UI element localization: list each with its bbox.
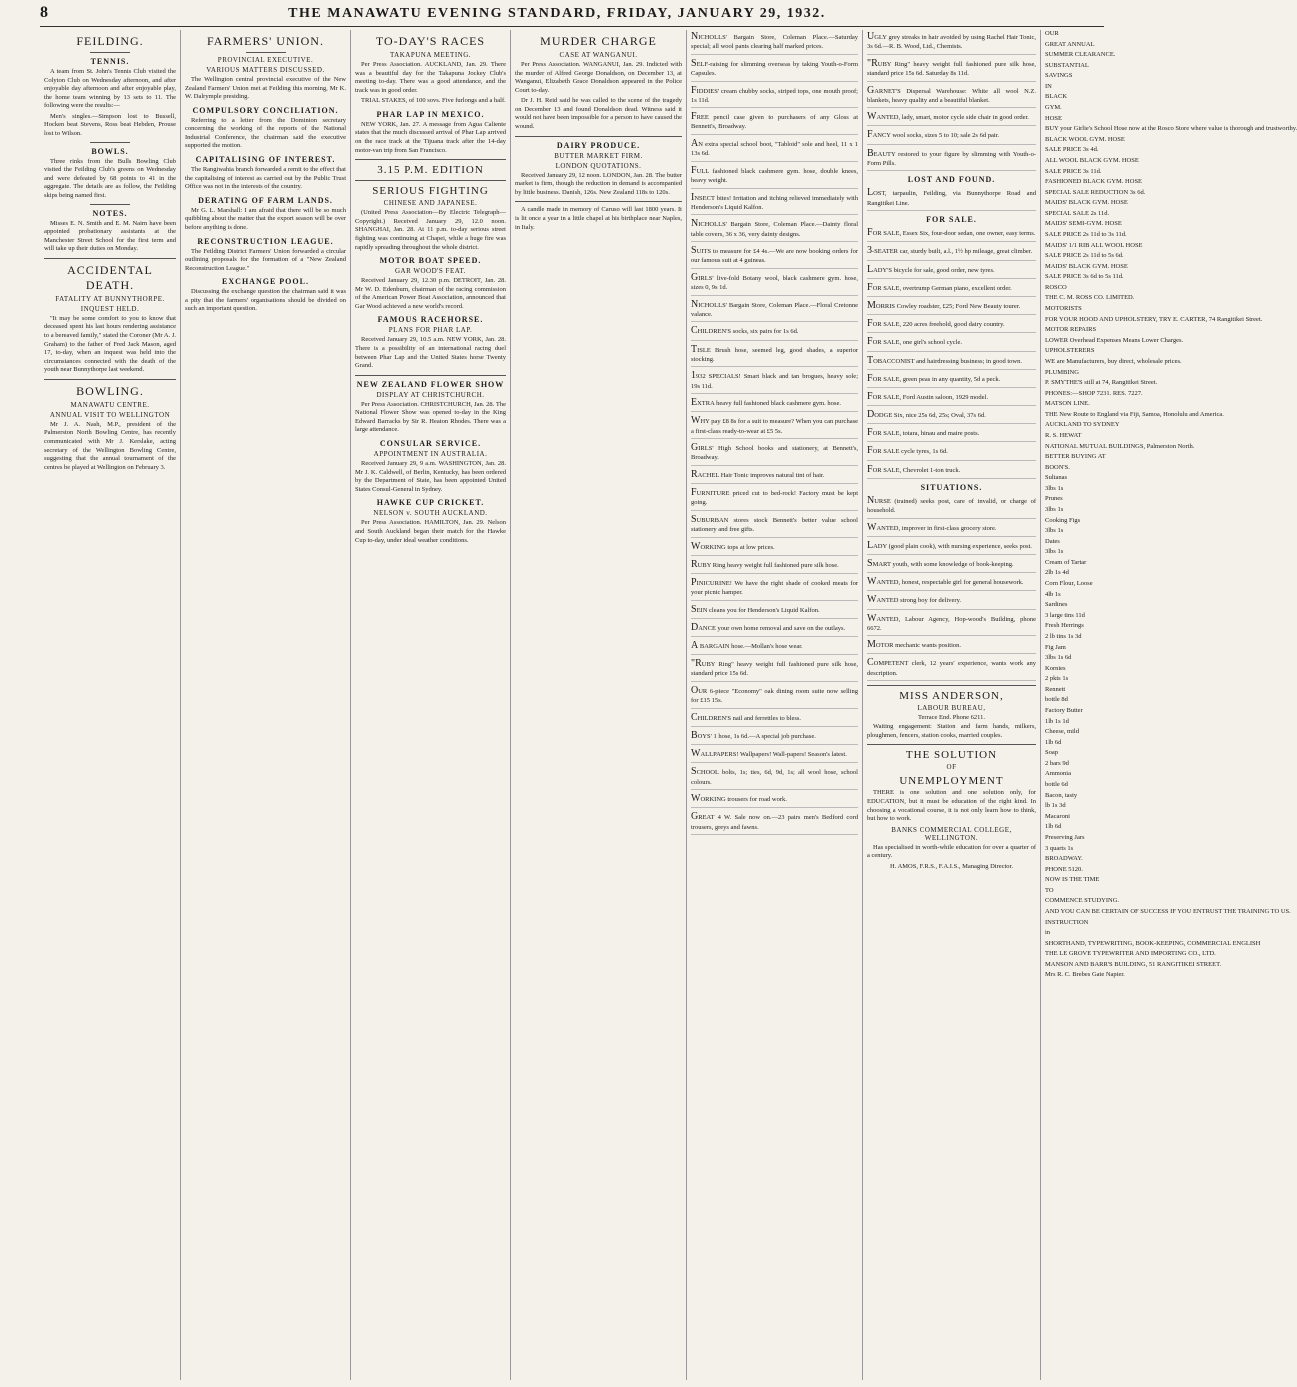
sale-item-name: FASHIONED BLACK GYM. HOSE xyxy=(1045,178,1143,186)
sale-item-name: MAIDS' BLACK GYM. HOSE xyxy=(1045,262,1128,270)
grocery-item: Macaroni xyxy=(1045,812,1070,820)
divider xyxy=(355,375,506,376)
sale-headline: OUR xyxy=(1045,30,1059,37)
reconstruction-article: The Feilding District Farmers' Union forwarded a circular outlining proposals for the formation of a "New Zealand Reconstruction League." xyxy=(185,247,346,272)
consular-article: Received January 29, 9 a.m. WASHINGTON, Jan. 28. Mr J. K. Caldwell, of Berlin, Kentucky, has been ordered by the Department of State, has been appointed United States Consul-General in Sydney. xyxy=(355,460,506,493)
motorboat-headline: MOTOR BOAT SPEED. xyxy=(379,256,482,266)
instruction-label: INSTRUCTION xyxy=(1045,918,1089,926)
divider xyxy=(867,685,1036,686)
flower-subhead: DISPLAY AT CHRISTCHURCH. xyxy=(376,390,485,399)
divider xyxy=(44,379,176,380)
bowls-headline: BOWLS. xyxy=(91,146,129,156)
sale-intro: BUY your Girlie's School Hose now at the Rosco Store where value is thorough and trustworthy. xyxy=(1045,125,1297,133)
classified-ad: BOYS' 1 hose, 1s 6d.—A special job purchase. xyxy=(691,729,858,745)
races-article: Per Press Association. AUCKLAND, Jan. 29. There was a beautiful day for the Takapuna Jockey Club's meeting to-day. There was a good attendance, and the track was in good order. xyxy=(355,61,506,94)
grocery-item: Factory Butter xyxy=(1045,707,1083,714)
classified-ad: RUBY Ring heavy weight full fashioned pure silk hose. xyxy=(691,558,858,574)
notes-headline: NOTES. xyxy=(92,208,128,218)
grocery-item: Bacon, tasty xyxy=(1045,791,1078,799)
classified-ad: CHILDREN'S socks, six pairs for 1s 6d. xyxy=(691,324,858,340)
classified-ad: WORKING trousers for road work. xyxy=(691,792,858,808)
sale-item-name: ALL WOOL BLACK GYM. HOSE xyxy=(1045,156,1139,164)
column-2 xyxy=(180,30,350,1380)
divider xyxy=(90,204,130,205)
classified-ad: WORKING tops at low prices. xyxy=(691,540,858,556)
plumbing-headline: PLUMBING xyxy=(1045,368,1079,376)
divider xyxy=(246,52,286,53)
classified-ad: A BARGAIN hose.—Mollan's hose wear. xyxy=(691,639,858,655)
classified-ad: FOR SALE, 220 acres freehold, good dairy country. xyxy=(867,317,1036,333)
exec-article: The Wellington central provincial executive of the New Zealand Farmers' Union met at Feilding this morning, Mr K. W. Dalrymple presiding. xyxy=(185,76,346,101)
hawke-headline: HAWKE CUP CRICKET. xyxy=(376,498,485,508)
matson-route: AUCKLAND TO SYDNEY xyxy=(1045,421,1120,429)
conciliation-article: Referring to a letter from the Dominion secretary concerning the working of the reports of the National Industrial Conference, the chairman said the executive supported the motion. xyxy=(185,116,346,150)
masthead-rule xyxy=(40,26,1104,27)
grocery-price: 1lb 6d xyxy=(1045,738,1062,746)
classified-ad: WANTED, improver in first-class grocery store. xyxy=(867,521,1036,537)
solution-headline: THE SOLUTION xyxy=(905,749,998,762)
plumbing-text: P. SMYTHE'S still at 74, Rangitikei Street. xyxy=(1045,379,1158,387)
page-number: 8 xyxy=(40,4,48,21)
motorboat-subhead: GAR WOOD'S FEAT. xyxy=(394,267,467,276)
fighting-article: (United Press Association—By Electric Telegraph—Copyright.) Received January 29, 12.0 noon. SHANGHAI, Jan. 28. At 11 p.m. to-day serious street fighting was continuing at Chapei, while a huge fire was rapidly spreading throughout the whole district. xyxy=(355,209,506,251)
grocery-price: lb 1s 3d xyxy=(1045,802,1066,810)
grocery-item: Dates xyxy=(1045,537,1060,545)
classified-ad: GARNET'S Dispersal Warehouse: White all wool N.Z. blankets, heavy quality and a beautiful blanket. xyxy=(867,84,1036,109)
matson-address: NATIONAL MUTUAL BUILDINGS, Palmerston North. xyxy=(1045,442,1195,450)
classified-ad: FOR SALE, totara, hinau and maire posts. xyxy=(867,426,1036,442)
conciliation-headline: COMPULSORY CONCILIATION. xyxy=(192,105,339,115)
grocery-item: Fresh Herrings xyxy=(1045,622,1084,630)
capitalising-headline: CAPITALISING OF INTEREST. xyxy=(195,155,336,165)
matson-agent: R. S. HEWAT xyxy=(1045,431,1082,439)
racehorse-article: Received January 29, 10.5 a.m. NEW YORK, Jan. 28. There is a possibility of an international racing duel between Phar Lap and the United States horse Twenty Grand. xyxy=(355,336,506,370)
grocery-price: 3lbs 1s xyxy=(1045,506,1064,514)
classified-ad: GREAT 4 W. Sale now on.—23 pairs men's Bedford cord trousers, greys and fawns. xyxy=(691,810,858,835)
classified-ad: FOR SALE, green peas in any quantity, 5d a peck. xyxy=(867,372,1036,388)
classified-ad: UGLY grey streaks in hair avoided by using Rachel Hair Tonic, 3s 6d.—R. B. Wood, Ltd., Chemists. xyxy=(867,30,1036,55)
derating-article: Mr G. L. Marshall: I am afraid that there will be so much quibbling about the matter that the export season will be over before anything is done. xyxy=(185,206,346,231)
classified-ad: WALLPAPERS! Wallpapers! Wall-papers! Season's latest. xyxy=(691,747,858,763)
buying-headline-2: BOON'S. xyxy=(1045,463,1070,471)
grocery-price: 3lbs 1s xyxy=(1045,548,1064,556)
classified-ad: RACHEL Hair Tonic improves natural tint of hair. xyxy=(691,468,858,484)
grocery-item: Sultanas xyxy=(1045,474,1068,482)
classified-ad: EXTRA heavy full fashioned black cashmere gym. hose. xyxy=(691,396,858,412)
classified-ad: FANCY wool socks, sizes 5 to 10; sale 2s 6d pair. xyxy=(867,128,1036,144)
study-subhead-2: COMMENCE STUDYING. xyxy=(1045,897,1120,905)
classified-ad: 1932 SPECIALS! Smart black and tan brogues, heavy sole; 19s 11d. xyxy=(691,369,858,394)
buying-headline: BETTER BUYING AT xyxy=(1045,453,1106,461)
grocery-item: Cooking Figs xyxy=(1045,516,1081,524)
classified-ad: FREE pencil case given to purchasers of any Gloss at Bennett's, Broadway. xyxy=(691,110,858,135)
for-sale-headline: FOR SALE. xyxy=(926,215,977,225)
murder-article-2: Dr J. H. Reid said he was called to the scene of the tragedy on December 13 and found Donaldson dead. Witness said it would not have been impossible for a person to have caused the wound. xyxy=(515,97,682,131)
sale-item-name: MAIDS' 1/1 RIB ALL WOOL HOSE xyxy=(1045,241,1143,249)
grove-signature: Mrs R. C. Brebes Gate Napier. xyxy=(1045,971,1125,979)
brand-name: ROSCO xyxy=(1045,283,1067,291)
racehorse-subhead: PLANS FOR PHAR LAP. xyxy=(388,326,473,335)
divider xyxy=(515,136,682,137)
dairy-article: Received January 29, 12 noon. LONDON, Jan. 28. The butter market is firm, though the reduction in demand is accompanied by little business. Danish, 126s. New Zealand 118s to 120s. xyxy=(515,171,682,196)
solution-subhead: UNEMPLOYMENT xyxy=(899,775,1004,788)
classified-ad: AN extra special school boot, "Tabloid" sole and heel, 11 x 1 13s 6d. xyxy=(691,137,858,162)
dairy-subhead: BUTTER MARKET FIRM. xyxy=(554,151,643,160)
classified-ad: NICHOLLS' Bargain Store, Coleman Place.—Saturday special; all wool pants clearing half marked prices. xyxy=(691,30,858,55)
upholsterers-headline: UPHOLSTERERS xyxy=(1045,347,1095,355)
sale-big-text: GYM. xyxy=(1045,104,1062,112)
solution-of: OF xyxy=(946,763,957,772)
classified-ad: FOR SALE, one girl's school cycle. xyxy=(867,335,1036,351)
masthead xyxy=(0,0,1114,26)
classified-ad: LADY'S bicycle for sale, good order, new tyres. xyxy=(867,263,1036,279)
grocery-item: Fig Jam xyxy=(1045,643,1066,651)
bowling-subhead-2: ANNUAL VISIT TO WELLINGTON xyxy=(49,410,171,419)
study-headline: NOW IS THE TIME xyxy=(1045,876,1100,884)
sale-item-name: BLACK WOOL GYM. HOSE xyxy=(1045,135,1125,143)
classified-ad: "RUBY Ring" heavy weight full fashioned pure silk hose, standard price 15s 6d. Saturday 8s 11d. xyxy=(867,57,1036,82)
classified-ad: NICHOLLS' Bargain Store, Coleman Place.—Dainty floral table covers, 36 x 36, very dainty designs. xyxy=(691,217,858,242)
grocery-price: 3lbs 1s 6d xyxy=(1045,654,1072,662)
bowling-subhead: MANAWATU CENTRE. xyxy=(70,400,150,409)
races-result: TRIAL STAKES, of 100 sovs. Five furlongs and a half. xyxy=(361,97,506,105)
grove-address: MANSON AND BARR'S BUILDING, 51 RANGITIKEI STREET. xyxy=(1045,960,1222,968)
pharlap-headline: PHAR LAP IN MEXICO. xyxy=(376,109,485,119)
pharlap-article: NEW YORK, Jan. 27. A message from Agua Caliente states that the much discussed arrival of Phar Lap arrived on the race track at the Tijuana track after the 14-day motor-van trip from San Francisco. xyxy=(355,120,506,154)
divider xyxy=(355,180,506,181)
fighting-headline: SERIOUS FIGHTING xyxy=(372,185,489,198)
classified-ad: SCHOOL bolts, 1s; ties, 6d, 9d, 1s; all wool hose, school colours. xyxy=(691,765,858,790)
accident-article: "It may be some comfort to you to know that deceased spent his last hours rendering assistance to a bereaved family," stated the Coroner (Mr A. J. Graham) to the father of Fred Jack Mason, aged 17, to-day, when an inquest was held into the circumstances connected with the death of the youth near Bunnythorpe last weekend. xyxy=(44,314,176,374)
college-signature: H. AMOS, F.R.S., F.A.I.S., Managing Director. xyxy=(889,862,1013,870)
classified-ad: WANTED, honest, respectable girl for general housework. xyxy=(867,575,1036,591)
classified-ad: FOR SALE, Chevrolet 1-ton truck. xyxy=(867,463,1036,479)
grocery-item: Preserving Jars xyxy=(1045,833,1085,841)
races-subhead: TAKAPUNA MEETING. xyxy=(389,51,472,59)
instruction-in: in xyxy=(1045,929,1051,937)
divider xyxy=(44,258,176,259)
grocery-price: 1lb 6d xyxy=(1045,823,1062,831)
lost-found-headline: LOST AND FOUND. xyxy=(907,175,996,185)
grocery-price: 1lb 1s 1d xyxy=(1045,717,1069,725)
classified-ad: MORRIS Cowley roadster, £25; Ford New Beauty tourer. xyxy=(867,299,1036,315)
capitalising-article: The Rangiwahia branch forwarded a remit to the effect that the capitalising of interest as carried out by the Public Trust Office was not in the interests of the country. xyxy=(185,166,346,191)
grocery-item: Kornies xyxy=(1045,664,1066,672)
classified-ad: SUITS to measure for £4 4s.—We are now booking orders for our famous suit at 4 guineas. xyxy=(691,244,858,269)
classified-ad: BEAUTY restored to your figure by slimming with Youth-o-Form Pills. xyxy=(867,147,1036,172)
flower-headline: NEW ZEALAND FLOWER SHOW xyxy=(356,379,505,389)
candle-article: A candle made in memory of Caruso will last 1800 years. It is lit once a year in a little chapel at his birthplace near Naples, in Italy. xyxy=(515,206,682,231)
classified-ad: WHY pay £8 8s for a suit to measure? When you can purchase a first-class ready-to-wear at £5 5s. xyxy=(691,414,858,439)
grocery-item: Sardines xyxy=(1045,601,1068,609)
grocery-item: Soap xyxy=(1045,749,1058,757)
boons-phone: PHONE 5120. xyxy=(1045,865,1083,873)
classified-ad: FIDDIES' cream chubby socks, striped tops, one mouth proof; 1s 11d. xyxy=(691,84,858,109)
column-5 xyxy=(686,30,862,1380)
column-1 xyxy=(40,30,180,1380)
sale-item-price: SALE PRICE 2s 11d to 3s 11d. xyxy=(1045,230,1127,238)
dairy-subhead-2: LONDON QUOTATIONS. xyxy=(555,161,642,170)
matson-text: THE New Route to England via Fiji, Samoa, Honolulu and America. xyxy=(1045,410,1224,418)
grocery-price: 3 quarts 1s xyxy=(1045,844,1074,852)
grocery-price: 4lb 1s xyxy=(1045,590,1061,598)
classified-ad: FURNITURE priced cut to bed-rock! Factory must be kept going. xyxy=(691,486,858,511)
boons-address: BROADWAY. xyxy=(1045,855,1083,863)
classified-ad: SEIN cleans you for Henderson's Liquid Kalfon. xyxy=(691,603,858,619)
exec-headline: PROVINCIAL EXECUTIVE. xyxy=(217,56,314,64)
situations-headline: SITUATIONS. xyxy=(920,482,983,492)
college-headline: BANKS COMMERCIAL COLLEGE, WELLINGTON. xyxy=(891,825,1012,842)
murder-subhead: CASE AT WANGANUI. xyxy=(559,51,638,59)
bowling-headline: BOWLING. xyxy=(76,383,144,398)
sale-item-name: MAIDS' SEMI-GYM. HOSE xyxy=(1045,220,1122,228)
classified-ad: 3-SEATER car, sturdy built, a.l., 1½ hp mileage, great climber. xyxy=(867,244,1036,260)
murder-article: Per Press Association. WANGANUI, Jan. 29. Indicted with the murder of Alfred George Donaldson, on December 13, at Wanganui, Elizabeth Grace Donaldson appeared in the Police Court to-day. xyxy=(515,61,682,94)
sale-item-price: SPECIAL SALE 2s 11d. xyxy=(1045,209,1110,217)
classified-ad: TISLE Brush hose, seemed leg, good shades, a superior stocking. xyxy=(691,343,858,368)
murder-headline: MURDER CHARGE xyxy=(540,34,657,48)
classified-ad: "RUBY Ring" heavy weight full fashioned pure silk hose, standard price 15s 6d. xyxy=(691,657,858,682)
sale-item-price: SALE PRICE 3s 11d. xyxy=(1045,167,1102,175)
grocery-item: Ammonia xyxy=(1045,770,1071,778)
masthead-title: THE MANAWATU EVENING STANDARD, FRIDAY, JANUARY 29, 1932. xyxy=(288,6,826,21)
motorists-headline: MOTORISTS xyxy=(1045,305,1082,313)
classified-ad: MOTOR mechanic wants position. xyxy=(867,638,1036,654)
sale-headline: SUMMER CLEARANCE. xyxy=(1045,51,1116,59)
classified-ad: FOR SALE, Ford Austin saloon, 1929 model. xyxy=(867,390,1036,406)
hawke-subhead: NELSON v. SOUTH AUCKLAND. xyxy=(373,509,488,518)
grocery-price: 3lbs 1s xyxy=(1045,527,1064,535)
sale-big-text: IN xyxy=(1045,82,1052,90)
classified-ad: DODGE Six, nice 25s 6d, 25s; Oval, 37s 6d. xyxy=(867,408,1036,424)
grocery-item: Cheese, mild xyxy=(1045,728,1079,736)
racehorse-headline: FAMOUS RACEHORSE. xyxy=(377,315,484,325)
classified-ad: COMPETENT clerk, 12 years' experience, wants work any description. xyxy=(867,656,1036,681)
classified-ad: CHILDREN'S nail and ferrettles to bless. xyxy=(691,711,858,727)
brand-subtitle: THE C. M. ROSS CO. LIMITED. xyxy=(1045,294,1135,302)
grocery-price: 2lb 1s 4d xyxy=(1045,569,1069,577)
classified-ad: FOR SALE cycle tyres, 1s 6d. xyxy=(867,444,1036,460)
instruction-list: SHORTHAND, TYPEWRITING, BOOK-KEEPING, COMMERCIAL ENGLISH xyxy=(1045,939,1261,947)
grocery-item: Cream of Tartar xyxy=(1045,558,1087,566)
divider xyxy=(515,201,682,202)
sale-big-text: SAVINGS xyxy=(1045,72,1073,80)
column-6 xyxy=(862,30,1040,1380)
plumbing-phone: PHONES:—SHOP 7231. RES. 7227. xyxy=(1045,389,1143,397)
edition-headline: 3.15 P.M. EDITION xyxy=(377,164,484,177)
classified-ad: FULL fashioned black cashmere gym. hose, double knees, heavy weight. xyxy=(691,164,858,189)
divider xyxy=(90,142,130,143)
accident-subhead: FATALITY AT BUNNYTHORPE. xyxy=(55,294,165,303)
motorists-text: FOR YOUR HOOD AND UPHOLSTERY, TRY E. CARTER, 74 Rangitikei Street. xyxy=(1045,315,1263,323)
consular-headline: CONSULAR SERVICE. xyxy=(379,439,482,449)
sale-headline: GREAT ANNUAL xyxy=(1045,40,1095,48)
feilding-headline: FEILDING. xyxy=(76,34,144,48)
races-headline: TO-DAY'S RACES xyxy=(375,34,486,48)
grocery-item: Corn Flour, Loose xyxy=(1045,580,1093,588)
column-7 xyxy=(1040,30,1297,1380)
classified-ad: NURSE (trained) seeks post, care of invalid, or charge of household. xyxy=(867,494,1036,519)
classified-ad: WANTED strong boy for delivery. xyxy=(867,593,1036,609)
sale-item-name: MAIDS' BLACK GYM. HOSE xyxy=(1045,199,1128,207)
study-subhead: TO xyxy=(1045,886,1054,894)
repairs-headline: MOTOR REPAIRS xyxy=(1045,326,1097,334)
divider xyxy=(867,744,1036,745)
classified-ad: DANCE your own home removal and save on the outlays. xyxy=(691,621,858,637)
classified-ad: LOST, tarpaulin, Feilding, via Bunnythorpe Road and Rangitikei Line. xyxy=(867,186,1036,211)
solution-text: THERE is one solution and one solution only, for EDUCATION, but it must be education of the right kind. In choosing a vocational course, it is not only learn how to think, but how to work. xyxy=(867,789,1036,823)
grocery-price: 2 lb tins 1s 3d xyxy=(1045,632,1082,640)
labour-bureau-address: Terrace End. Phone 6211. xyxy=(918,714,985,722)
exec-subhead: VARIOUS MATTERS DISCUSSED. xyxy=(206,66,325,74)
tennis-article: A team from St. John's Tennis Club visited the Colyton Club on Wednesday afternoon, and after enjoyable day afternoon and after enjoyable play, the home team winning by 13 sets to 11. The following were the results:— xyxy=(44,68,176,110)
accident-headline: ACCIDENTAL DEATH. xyxy=(67,262,153,292)
classified-ad: TOBACCONIST and hairdressing business; in good town. xyxy=(867,354,1036,370)
grocery-price: bottle 6d xyxy=(1045,781,1068,789)
classified-ad: WANTED, lady, smart, motor cycle side chair in good order. xyxy=(867,110,1036,126)
exchange-article: Discussing the exchange question the chairman said it was a pity that the farmers' organisations should be divided on such an important question. xyxy=(185,288,346,313)
upholsterers-text: WE are Manufacturers, buy direct, wholesale prices. xyxy=(1045,357,1182,365)
sale-item-price: SPECIAL SALE REDUCTION 3s 6d. xyxy=(1045,188,1146,196)
grove-headline: THE LE GROVE TYPEWRITER AND IMPORTING CO., LTD. xyxy=(1045,950,1216,958)
dairy-headline: DAIRY PRODUCE. xyxy=(556,140,641,150)
column-3 xyxy=(350,30,510,1380)
hawke-article: Per Press Association. HAMILTON, Jan. 29. Nelson and South Auckland began their match for the Hawke Cup to-day, under ideal weather conditions. xyxy=(355,519,506,544)
grocery-item: Prunes xyxy=(1045,495,1063,503)
sale-item-price: SALE PRICE 3s 6d to 5s 11d. xyxy=(1045,273,1124,281)
divider xyxy=(90,52,130,53)
labour-bureau-headline: MISS ANDERSON, xyxy=(899,690,1004,703)
grocery-price: 2 pkts 1s xyxy=(1045,675,1069,683)
labour-bureau-subhead: LABOUR BUREAU, xyxy=(917,704,986,713)
classified-ad: SUBURBAN stores stock Bennett's better value school stationery and free gifts. xyxy=(691,513,858,538)
classified-ad: SELF-raising for slimming overseas by taking Youth-o-Form Capsules. xyxy=(691,57,858,82)
union-headline: FARMERS' UNION. xyxy=(207,34,324,48)
grocery-price: 3lbs 1s xyxy=(1045,484,1064,492)
derating-headline: DERATING OF FARM LANDS. xyxy=(198,195,333,205)
divider xyxy=(355,159,506,160)
bowling-article: Mr J. A. Nash, M.P., president of the Palmerston North Bowling Centre, has recently communicated with Mr J. Kerslake, acting secretary of the Wellington Bowling Centre, suggesting that the annual tournament of the centres be played at Wellington on February 3. xyxy=(44,420,176,471)
consular-subhead: APPOINTMENT IN AUSTRALIA. xyxy=(373,450,488,459)
bowls-article: Three rinks from the Bulls Bowling Club visited the Feilding Club's greens on Wednesday and were defeated by 68 points to 41 in the aggregate. The details are as follow, the Feilding skips being named first. xyxy=(44,157,176,199)
exchange-headline: EXCHANGE POOL. xyxy=(222,277,309,287)
classified-ad: GIRLS' live-fold Botany wool, black cashmere gym. hose, sizes 0, 9s 1d. xyxy=(691,271,858,296)
grocery-price: 3 large tins 11d xyxy=(1045,611,1085,619)
classified-ad: GIRLS' High School books and stationery, at Bennett's, Broadway. xyxy=(691,441,858,466)
motorboat-article: Received January 29, 12.30 p.m. DETROIT, Jan. 28. Mr W. D. Edenburn, chairman of the racing commission of the American Power Boat Association, announced that Gar Wood achieved a new world's record. xyxy=(355,277,506,310)
sale-big-text: HOSE xyxy=(1045,114,1062,122)
sale-big-text: SUBSTANTIAL xyxy=(1045,61,1089,69)
labour-bureau-text: Waiting engagement: Station and farm hands, milkers, ploughmen, fencers, station cooks, married couples. xyxy=(867,723,1036,739)
accident-subhead-2: INQUEST HELD. xyxy=(80,304,140,313)
notes-article: Misses E. N. Smith and E. M. Nairn have been appointed probationary assistants at the Manchester Street School for the first term and will take up their duties on Monday. xyxy=(44,219,176,253)
classified-ad: FOR SALE, Essex Six, four-door sedan, one owner, easy terms. xyxy=(867,226,1036,242)
grocery-price: bottle 8d xyxy=(1045,696,1068,704)
reconstruction-headline: RECONSTRUCTION LEAGUE. xyxy=(197,236,334,246)
flower-article: Per Press Association. CHRISTCHURCH, Jan. 28. The National Flower Show was opened to-day in the King Edward Barracks by Sir R. Heaton Rhodes. There was a large attendance. xyxy=(355,400,506,434)
classified-ad: SMART youth, with some knowledge of book-keeping. xyxy=(867,557,1036,573)
classified-ad: NICHOLLS' Bargain Store, Coleman Place.—Floral Cretonne valance. xyxy=(691,298,858,323)
column-4 xyxy=(510,30,686,1380)
tennis-article-results: Men's singles.—Simpson lost to Bussell, Hocken beat Stevens, Ross beat Hebden, Prouse lost to Wilson. xyxy=(44,112,176,138)
grocery-price: 2 bars 9d xyxy=(1045,759,1069,767)
sale-item-price: SALE PRICE 3s 4d. xyxy=(1045,146,1099,154)
classified-ad: INSECT bites! Irritation and itching relieved immediately with Henderson's Liquid Kalfon. xyxy=(691,191,858,216)
grocery-item: Rennett xyxy=(1045,685,1066,693)
classified-ad: WANTED, Labour Agency, Hop-wood's Building, phone 6672. xyxy=(867,612,1036,637)
classified-ad: OUR 6-piece "Economy" oak dining room suite now selling for £15 15s. xyxy=(691,684,858,709)
tennis-headline: TENNIS. xyxy=(90,57,130,66)
sale-big-text: BLACK xyxy=(1045,93,1068,101)
matson-headline: MATSON LINE. xyxy=(1045,400,1090,408)
repairs-text: LOWER Overhead Expenses Means Lower Charges. xyxy=(1045,336,1184,344)
college-text: Has specialised in worth-while education for over a quarter of a century. xyxy=(867,843,1036,860)
fighting-subhead: CHINESE AND JAPANESE. xyxy=(383,199,478,208)
classified-ad: PINICURINE! We have the right shade of cooked meats for your picnic hamper. xyxy=(691,576,858,601)
classified-ad: FOR SALE, overtrump German piano, excellent order. xyxy=(867,281,1036,297)
study-text: AND YOU CAN BE CERTAIN OF SUCCESS IF YOU ENTRUST THE TRAINING TO US. xyxy=(1045,907,1291,915)
sale-item-price: SALE PRICE 2s 11d to 5s 6d. xyxy=(1045,252,1124,260)
classified-ad: LADY (good plain cook), with nursing experience, seeks post. xyxy=(867,539,1036,555)
